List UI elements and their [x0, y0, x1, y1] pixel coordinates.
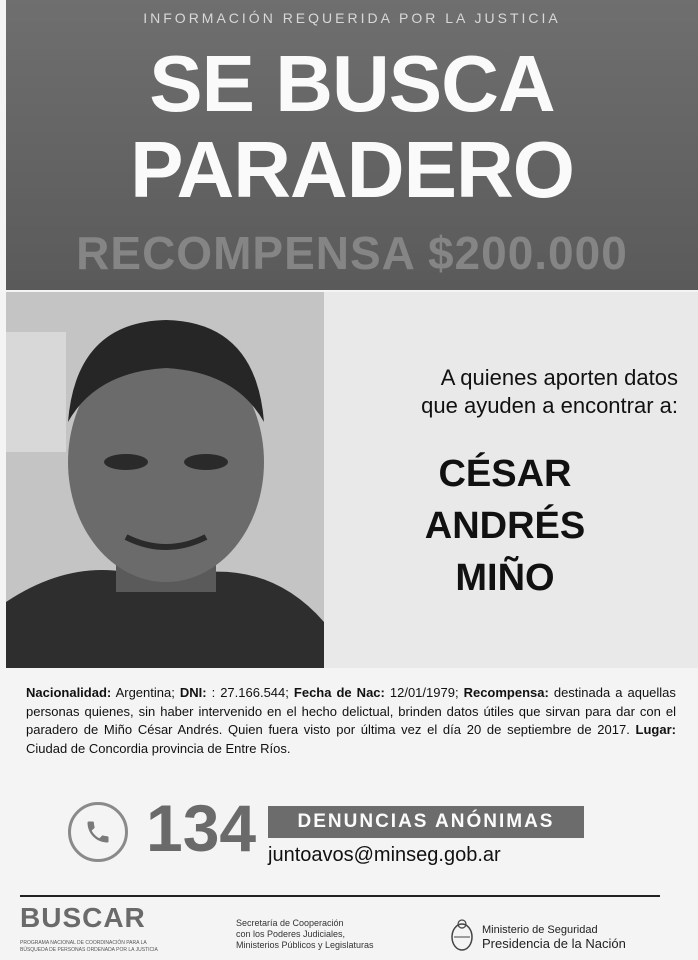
intro-line-2: que ayuden a encontrar a: [421, 393, 678, 418]
secretaria-line-2: con los Poderes Judiciales, [236, 929, 346, 939]
birth-label: Fecha de Nac: [293, 685, 385, 700]
phone-icon [68, 802, 128, 862]
ministry-line-1: Ministerio de Seguridad [482, 924, 598, 936]
name-line-3: MIÑO [455, 557, 555, 599]
dni-value: : 27.166.544; [211, 685, 289, 700]
wanted-name [420, 448, 590, 604]
birth-value: 12/01/1979; [389, 685, 459, 700]
secretaria-text [236, 918, 374, 951]
nationality-value: Argentina; [115, 685, 175, 700]
place-label: Lugar: [635, 722, 676, 737]
buscar-logo-subtitle: PROGRAMA NACIONAL DE COORDINACIÓN PARA LA BÚSQUEDA DE PERSONAS ORDENADA POR LA JUSTICIA [20, 940, 158, 953]
ministry-line-2: Presidencia de la Nación [482, 936, 626, 951]
anonymous-reports-label: DENUNCIAS ANÓNIMAS [268, 806, 584, 838]
secretaria-line-3: Ministerios Públicos y Legislaturas [236, 940, 374, 950]
coat-of-arms-icon [450, 918, 474, 957]
dni-label: DNI: [179, 685, 207, 700]
nationality-label: Nacionalidad: [26, 685, 112, 700]
reward-text: destinada a aquellas personas quienes, sin haber intervenido en el hecho delictual, brinden datos útiles que sirvan para dar con el paradero de Miño César Andrés. Quien fuera visto por última vez el día 20 de septiembre de 2017. [26, 685, 676, 737]
footer-divider [20, 895, 660, 897]
suspect-photo [6, 292, 324, 668]
place-value: Ciudad de Concordia provincia de Entre Ríos. [26, 740, 291, 756]
title-line-1: SE BUSCA [149, 39, 555, 128]
title-line-2: PARADERO [130, 125, 574, 214]
intro-line-1: A quienes aporten datos [440, 365, 678, 390]
name-line-2: ANDRÉS [424, 505, 586, 547]
secretaria-line-1: Secretaría de Cooperación [236, 918, 344, 928]
reward-label: Recompensa: [463, 685, 549, 700]
ministry-text [482, 924, 626, 950]
name-line-1: CÉSAR [438, 453, 572, 495]
contact-email[interactable]: juntoavos@minseg.gob.ar [268, 844, 501, 866]
intro-text [338, 364, 678, 420]
reward-amount: RECOMPENSA $200.000 [76, 227, 628, 279]
hotline-number: 134 [146, 791, 257, 865]
poster-header [6, 0, 698, 290]
buscar-logo: BUSCAR [20, 902, 146, 933]
details-paragraph [26, 684, 676, 758]
header-kicker: INFORMACIÓN REQUERIDA POR LA JUSTICIA [143, 10, 561, 26]
